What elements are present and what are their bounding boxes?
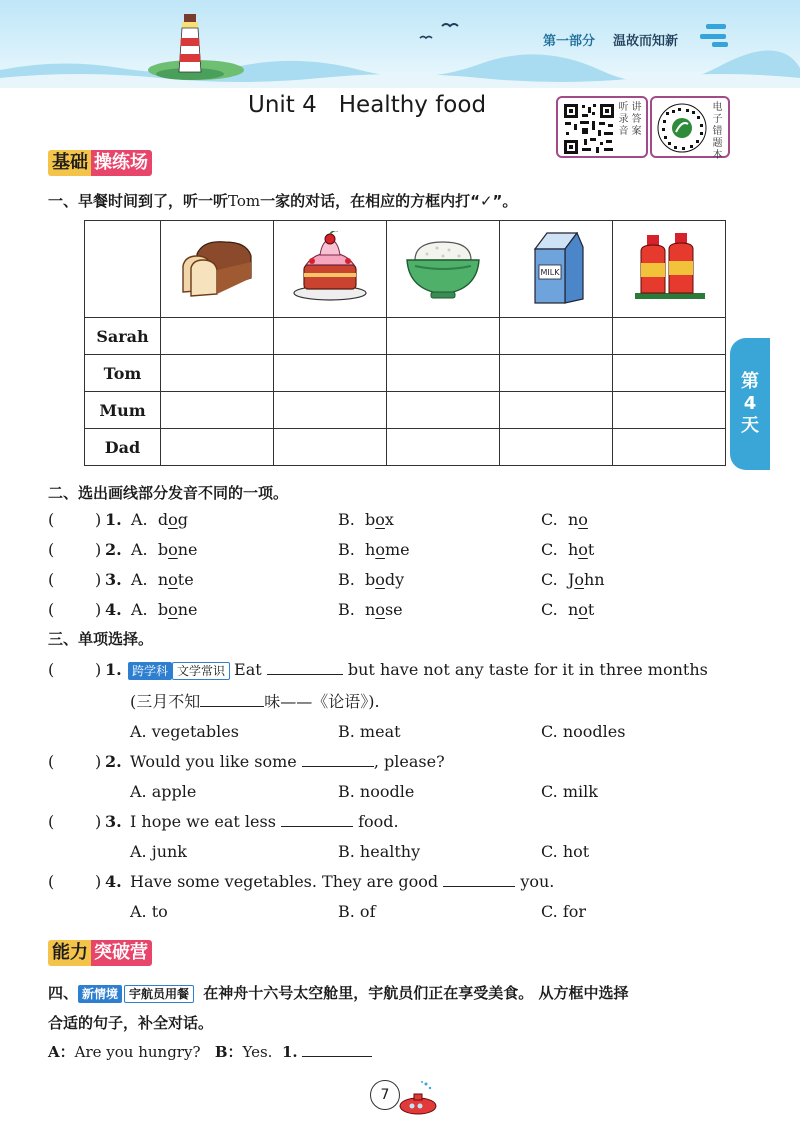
option-c[interactable]: C. noodles <box>541 722 626 741</box>
food-juice <box>613 221 726 318</box>
check-box[interactable] <box>274 318 387 355</box>
q2-item-1: ( ) 1. A. dog B. box C. no <box>48 508 748 532</box>
option-c[interactable]: C. hot <box>541 842 590 861</box>
check-box[interactable] <box>613 429 726 466</box>
q3-item-4-options <box>48 900 748 924</box>
check-box[interactable] <box>274 392 387 429</box>
check-box[interactable] <box>500 392 613 429</box>
cake-icon <box>288 231 372 303</box>
qr-code-mistake-book[interactable] <box>650 96 730 161</box>
lighthouse-icon <box>172 14 208 74</box>
q2-title: 二、选出画线部分发音不同的一项。 <box>48 484 289 502</box>
q3-item-3-options <box>48 840 748 864</box>
breakfast-table <box>84 220 726 466</box>
header-banner <box>0 0 800 88</box>
person-mum: Mum <box>85 392 161 429</box>
qr-code-icon <box>656 102 708 154</box>
q2-item-2: ( ) 2. A. bone B. home C. hot <box>48 538 748 562</box>
q1-title: 一、早餐时间到了，听一听Tom一家的对话，在相应的方框内打“✓”。 <box>48 192 518 210</box>
check-box[interactable] <box>387 392 500 429</box>
answer-blank[interactable]: ( ) <box>48 510 102 529</box>
basic-section-badge: 基础 操练场 <box>48 150 152 176</box>
table-row <box>85 355 726 392</box>
food-rice <box>387 221 500 318</box>
answer-blank[interactable]: ( ) <box>48 600 102 619</box>
person-tom: Tom <box>85 355 161 392</box>
ability-section-badge: 能力 突破营 <box>48 940 152 966</box>
fill-blank[interactable] <box>200 690 264 707</box>
option-b[interactable]: B. healthy <box>338 842 421 861</box>
day-side-tab: 第 4 天 <box>730 338 770 470</box>
birds-icon <box>418 20 462 44</box>
check-box[interactable] <box>500 318 613 355</box>
option-a[interactable]: A. junk <box>130 842 187 861</box>
bread-icon <box>175 232 259 302</box>
part-label: 第一部分 <box>543 34 596 49</box>
option-c[interactable]: C. milk <box>541 782 598 801</box>
milk-icon <box>521 229 591 305</box>
rice-icon <box>401 232 485 302</box>
check-box[interactable] <box>500 429 613 466</box>
sea-wave-decoration <box>0 0 800 88</box>
part-subtitle: 温故而知新 <box>613 34 679 49</box>
unit-number: Unit 4 <box>248 92 317 118</box>
option-a[interactable]: A. vegetables <box>130 722 239 741</box>
qr-code-audio[interactable] <box>556 96 648 158</box>
table-corner <box>85 221 161 318</box>
literature-tag: 文学常识 <box>172 662 230 680</box>
fill-blank[interactable] <box>302 1040 372 1057</box>
new-context-tag: 新情境 <box>78 985 122 1003</box>
table-row <box>85 429 726 466</box>
unit-title <box>248 92 486 118</box>
answer-blank[interactable]: ( ) <box>48 570 102 589</box>
check-box[interactable] <box>274 429 387 466</box>
check-box[interactable] <box>274 355 387 392</box>
q3-title: 三、单项选择。 <box>48 630 154 648</box>
qr-audio-label: 听 讲 录 答 音 案 <box>618 102 642 137</box>
fill-blank[interactable] <box>302 750 374 767</box>
option-b[interactable]: B. meat <box>338 722 401 741</box>
check-box[interactable] <box>613 318 726 355</box>
check-box[interactable] <box>387 429 500 466</box>
q3-item-1-options <box>48 720 748 744</box>
table-row <box>85 392 726 429</box>
astronaut-meal-tag: 宇航员用餐 <box>124 985 194 1003</box>
submarine-icon <box>392 1078 440 1118</box>
q3-item-1-line2: (三月不知 味——《论语》). <box>130 692 380 711</box>
check-box[interactable] <box>613 355 726 392</box>
person-dad: Dad <box>85 429 161 466</box>
food-cake <box>274 221 387 318</box>
answer-blank[interactable]: ( ) <box>48 752 102 771</box>
q4-title-line2: 合适的句子，补全对话。 <box>48 1014 214 1032</box>
qr-code-icon <box>562 102 616 156</box>
answer-blank[interactable]: ( ) <box>48 540 102 559</box>
answer-blank[interactable]: ( ) <box>48 660 102 679</box>
milk-carton-label: MILK <box>540 268 560 277</box>
q4-dialog: A：Are you hungry? B：Yes. 1. <box>48 1040 548 1064</box>
table-row <box>85 318 726 355</box>
option-c[interactable]: C. for <box>541 902 587 921</box>
answer-blank[interactable]: ( ) <box>48 812 102 831</box>
unit-name: Healthy food <box>338 92 487 118</box>
check-box[interactable] <box>161 429 274 466</box>
option-b[interactable]: B. noodle <box>338 782 415 801</box>
check-box[interactable] <box>161 318 274 355</box>
q3-item-1: ( ) 1. 跨学科 文学常识 Eat but have not any taste for it in three months <box>48 658 748 682</box>
q3-item-2: ( ) 2. Would you like some , please? <box>48 750 748 774</box>
q3-item-2-options <box>48 780 748 804</box>
check-box[interactable] <box>500 355 613 392</box>
q3-item-4: ( ) 4. Have some vegetables. They are good you. <box>48 870 748 894</box>
check-box[interactable] <box>387 318 500 355</box>
cross-subject-tag: 跨学科 <box>128 662 172 680</box>
food-bread <box>161 221 274 318</box>
q2-item-3: ( ) 3. A. note B. body C. John <box>48 568 748 592</box>
q2-item-4: ( ) 4. A. bone B. nose C. not <box>48 598 748 622</box>
q4-title: 四、 新情境 宇航员用餐 在神舟十六号太空舱里，宇航员们正在享受美食。 从方框中选择 <box>48 984 629 1002</box>
brand-logo-icon <box>700 20 730 52</box>
q3-item-3: ( ) 3. I hope we eat less food. <box>48 810 748 834</box>
answer-blank[interactable]: ( ) <box>48 872 102 891</box>
food-milk <box>500 221 613 318</box>
option-a[interactable]: A. to <box>130 902 168 921</box>
check-box[interactable] <box>161 355 274 392</box>
check-box[interactable] <box>161 392 274 429</box>
check-box[interactable] <box>613 392 726 429</box>
check-box[interactable] <box>387 355 500 392</box>
fill-blank[interactable] <box>281 810 353 827</box>
option-a[interactable]: A. apple <box>130 782 197 801</box>
fill-blank[interactable] <box>443 870 515 887</box>
fill-blank[interactable] <box>267 658 343 675</box>
person-sarah: Sarah <box>85 318 161 355</box>
qr-mistake-label: 电 子 错 题 本 <box>712 102 723 161</box>
page-number: 7 <box>370 1080 400 1110</box>
juice-icon <box>627 229 711 305</box>
option-b[interactable]: B. of <box>338 902 376 921</box>
